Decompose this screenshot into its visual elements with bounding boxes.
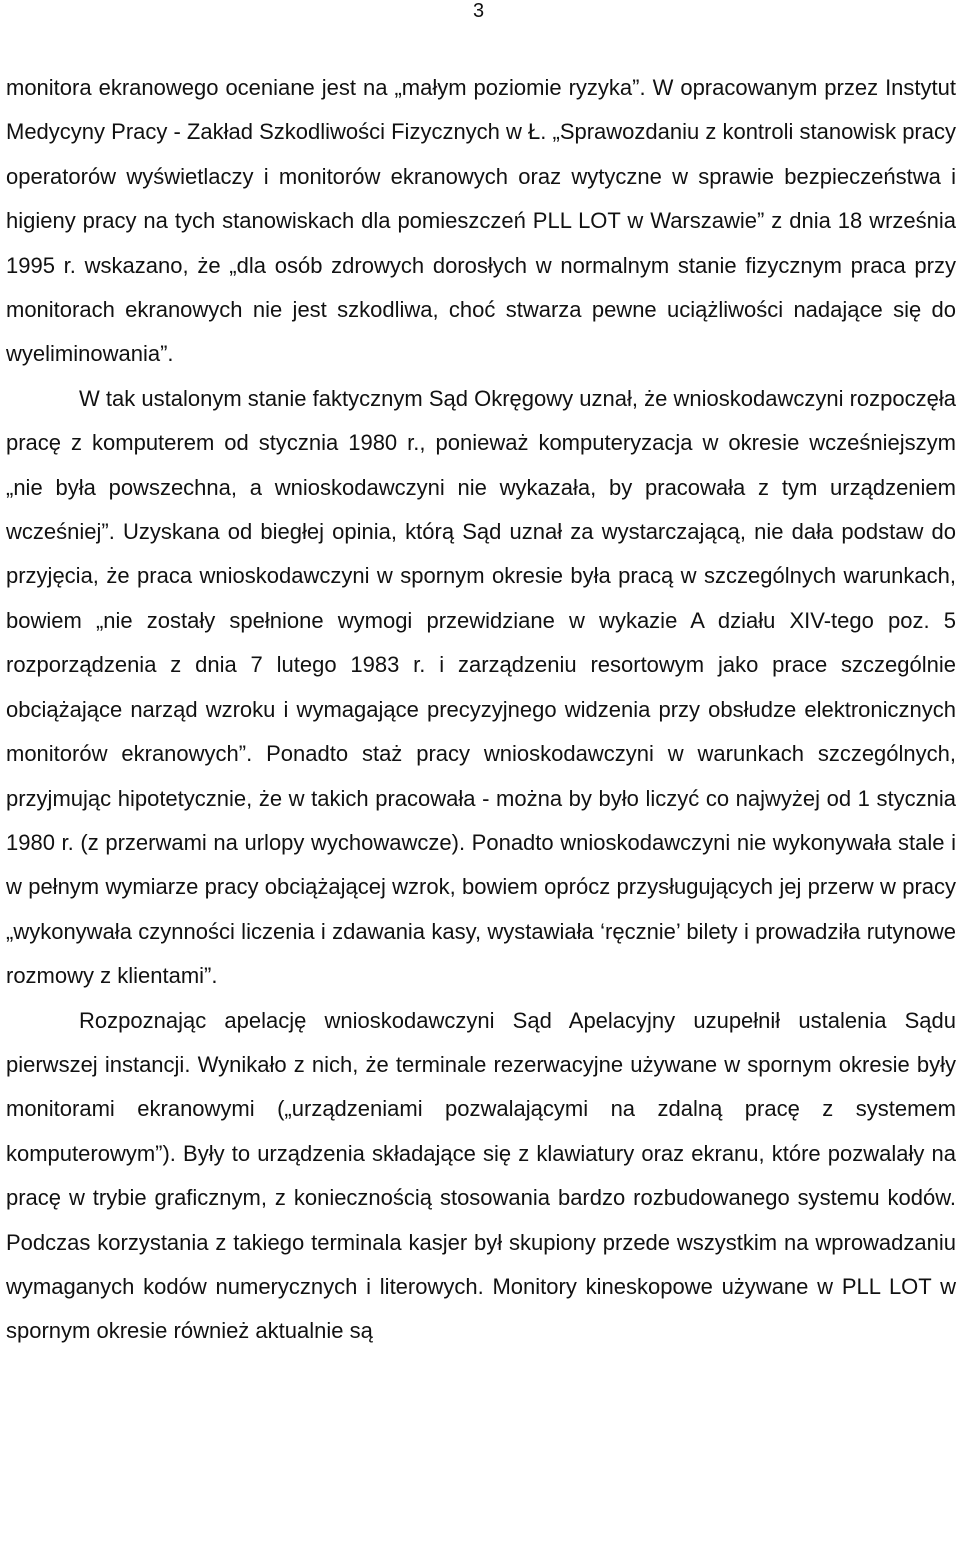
page-number-text: 3 (473, 0, 485, 22)
document-body (6, 66, 956, 1354)
paragraph-3: Rozpoznając apelację wnioskodawczyni Sąd Apelacyjny uzupełnił ustalenia Sądu pierwszej instancji. Wynikało z nich, że terminale rezerwacyjne używane w spornym okresie były monitorami ekranowymi („urządzeniami pozwalającymi na zdalną pracę z systemem komputerowym”). Były to urządzenia składające się z klawiatury oraz ekranu, które pozwalały na pracę w trybie graficznym, z koniecznością stosowania bardzo rozbudowanego systemu kodów. Podczas korzystania z takiego terminala kasjer był skupiony przede wszystkim na wprowadzaniu wymaganych kodów numerycznych i literowych. Monitory kineskopowe używane w PLL LOT w spornym okresie również aktualnie są (6, 1007, 956, 1344)
paragraph-2: W tak ustalonym stanie faktycznym Sąd Okręgowy uznał, że wnioskodawczyni rozpoczęła pracę z komputerem od stycznia 1980 r., ponieważ komputeryzacja w okresie wcześniejszym „nie była powszechna, a wnioskodawczyni nie wykazała, by pracowała z tym urządzeniem wcześniej”. Uzyskana od biegłej opinia, którą Sąd uznał za wystarczającą, nie dała podstaw do przyjęcia, że praca wnioskodawczyni w spornym okresie była pracą w szczególnych warunkach, bowiem „nie zostały spełnione wymogi przewidziane w wykazie A działu XIV-tego poz. 5 rozporządzenia z dnia 7 lutego 1983 r. i zarządzeniu resortowym jako prace szczególnie obciążające narząd wzroku i wymagające precyzyjnego widzenia przy obsłudze elektronicznych monitorów ekranowych”. Ponadto staż pracy wnioskodawczyni w warunkach szczególnych, przyjmując hipotetycznie, że w takich pracowała - można by było liczyć co najwyżej od 1 stycznia 1980 r. (z przerwami na urlopy wychowawcze). Ponadto wnioskodawczyni nie wykonywała stale i w pełnym wymiarze pracy obciążającej wzrok, bowiem oprócz przysługujących jej przerw w pracy „wykonywała czynności liczenia i zdawania kasy, wystawiała ‘ręcznie’ bilety i prowadziła rutynowe rozmowy z klientami”. (6, 385, 956, 989)
paragraph-1: monitora ekranowego oceniane jest na „małym poziomie ryzyka”. W opracowanym przez Instytut Medycyny Pracy - Zakład Szkodliwości Fizycznych w Ł. „Sprawozdaniu z kontroli stanowisk pracy operatorów wyświetlaczy i monitorów ekranowych oraz wytyczne w sprawie bezpieczeństwa i higieny pracy na tych stanowiskach dla pomieszczeń PLL LOT w Warszawie” z dnia 18 września 1995 r. wskazano, że „dla osób zdrowych dorosłych w normalnym stanie fizycznym praca przy monitorach ekranowych nie jest szkodliwa, choć stwarza pewne uciążliwości nadające się do wyeliminowania”. (6, 75, 956, 367)
